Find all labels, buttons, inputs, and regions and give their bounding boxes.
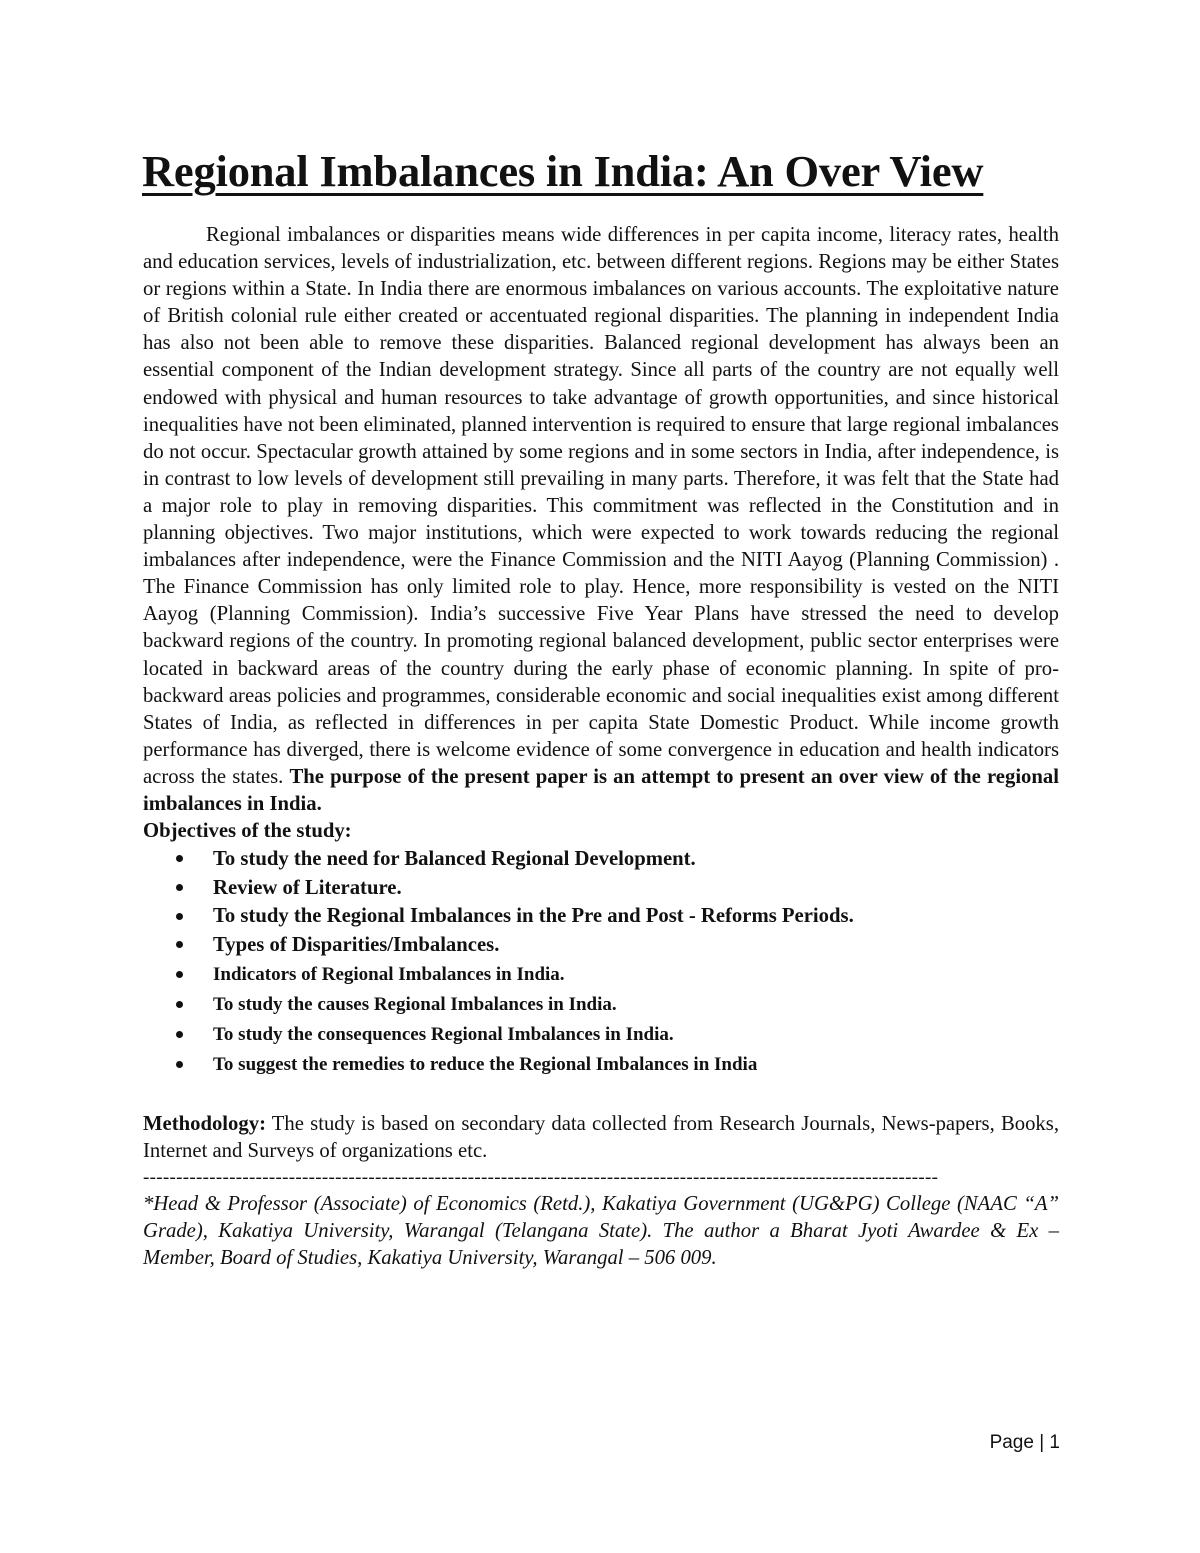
objectives-heading: Objectives of the study: xyxy=(143,820,352,843)
list-item xyxy=(143,1050,1059,1080)
footnote-separator: ------------------------------------------------------------------------------------------------------------------------ xyxy=(143,1166,939,1188)
list-item xyxy=(143,931,1059,960)
bullet-icon xyxy=(176,971,183,978)
document-body xyxy=(143,222,1059,1272)
bullet-icon xyxy=(176,884,183,891)
list-item xyxy=(143,1020,1059,1050)
page-title: Regional Imbalances in India: An Over View xyxy=(142,146,984,196)
abstract-paragraph xyxy=(143,222,1059,818)
objective-text: Review of Literature. xyxy=(213,876,402,899)
objective-text: To study the consequences Regional Imbalances in India. xyxy=(213,1023,674,1045)
author-footnote: *Head & Professor (Associate) of Economics (Retd.), Kakatiya Government (UG&PG) College (NAAC “A” Grade), Kakatiya University, Warangal (Telangana State). The author a Bharat Jyoti Awardee & Ex – Member, Board of Studies, Kakatiya University, Warangal – 506 009. xyxy=(143,1192,1059,1269)
bullet-icon xyxy=(176,913,183,920)
methodology-text: The study is based on secondary data collected from Research Journals, News-papers, Books, Internet and Surveys of organizations etc. xyxy=(143,1112,1059,1162)
list-item xyxy=(143,990,1059,1020)
methodology-label: Methodology: xyxy=(143,1112,266,1135)
objectives-list xyxy=(143,845,1059,1079)
bullet-icon xyxy=(176,941,183,948)
bullet-icon xyxy=(176,1031,183,1038)
objective-text: Indicators of Regional Imbalances in India. xyxy=(213,963,565,985)
bullet-icon xyxy=(176,1061,183,1068)
spacer xyxy=(143,1080,1059,1111)
abstract-text: Regional imbalances or disparities means wide differences in per capita income, literacy rates, health and education services, levels of industrialization, etc. between different regions. Regions may be either States or regions within a State. In India there are enormous imbalances on various accounts. The exploitative nature of British colonial rule either created or accentuated regional disparities. The planning in independent India has also not been able to remove these disparities. Balanced regional development has always been an essential component of the Indian development strategy. Since all parts of the country are not equally well endowed with physical and human resources to take advantage of growth opportunities, and since historical inequalities have not been eliminated, planned intervention is required to ensure that large regional imbalances do not occur. Spectacular growth attained by some regions and in some sectors in India, after independence, is in contrast to low levels of development still prevailing in many parts. Therefore, it was felt that the State had a major role to play in removing disparities. This commitment was reflected in the Constitution and in planning objectives. Two major institutions, which were expected to work towards reducing the regional imbalances after independence, were the Finance Commission and the NITI Aayog (Planning Commission) . The Finance Commission has only limited role to play. Hence, more responsibility is vested on the NITI Aayog (Planning Commission). India’s successive Five Year Plans have stressed the need to develop backward regions of the country. In promoting regional balanced development, public sector enterprises were located in backward areas of the country during the early phase of economic planning. In spite of pro-backward areas policies and programmes, considerable economic and social inequalities exist among different States of India, as reflected in differences in per capita State Domestic Product. While income growth performance has diverged, there is welcome evidence of some convergence in education and health indicators across the states. xyxy=(143,224,1059,788)
bullet-icon xyxy=(176,1001,183,1008)
list-item xyxy=(143,960,1059,990)
list-item xyxy=(143,902,1059,931)
abstract-purpose-statement: The purpose of the present paper is an attempt to present an over view of the regional imbalances in India. xyxy=(143,765,1060,815)
list-item xyxy=(143,845,1059,874)
list-item xyxy=(143,874,1059,903)
objective-text: To study the causes Regional Imbalances in India. xyxy=(213,993,617,1015)
bullet-icon xyxy=(176,855,183,862)
objective-text: To suggest the remedies to reduce the Regional Imbalances in India xyxy=(213,1053,758,1075)
objective-text: Types of Disparities/Imbalances. xyxy=(213,933,500,956)
methodology-paragraph xyxy=(143,1111,1059,1165)
objective-text: To study the Regional Imbalances in the Pre and Post - Reforms Periods. xyxy=(213,905,854,928)
objective-text: To study the need for Balanced Regional Development. xyxy=(213,848,696,871)
page-number: Page | 1 xyxy=(989,1432,1060,1453)
